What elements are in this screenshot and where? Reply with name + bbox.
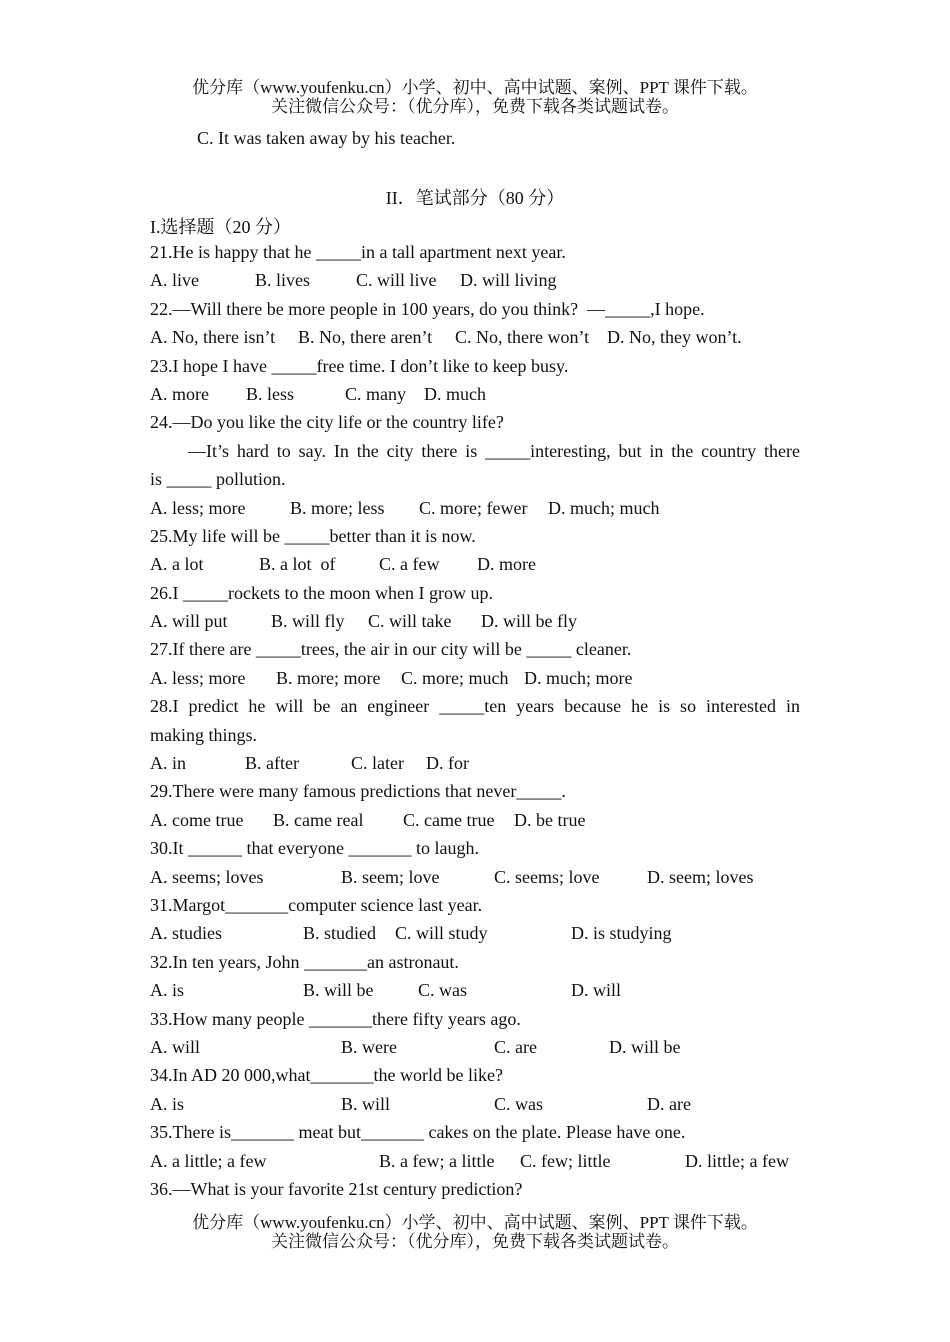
option: B. will be — [303, 980, 374, 1000]
option: A. is — [150, 1094, 185, 1114]
option: C. are — [494, 1037, 537, 1057]
question-24: 24.—Do you like the city life or the country life? — [150, 412, 504, 432]
question-34: 34.In AD 20 000,what_______the world be like? — [150, 1065, 503, 1085]
option: C. more; fewer — [419, 498, 528, 518]
option: A. seems; loves — [150, 867, 264, 887]
question-35: 35.There is_______ meat but_______ cakes on the plate. Please have one. — [150, 1122, 686, 1142]
option: A. will — [150, 1037, 201, 1057]
question-23: 23.I hope I have _____free time. I don’t like to keep busy. — [150, 356, 569, 376]
option: C. a few — [379, 554, 440, 574]
option: C. came true — [403, 810, 495, 830]
question-21: 21.He is happy that he _____in a tall apartment next year. — [150, 242, 566, 262]
header-line-2: 关注微信公众号：（优分库），免费下载各类试题试卷。 — [271, 97, 679, 116]
footer-line-2: 关注微信公众号：（优分库），免费下载各类试题试卷。 — [271, 1232, 679, 1251]
header-line-1: 优分库（www.youfenku.cn）小学、初中、高中试题、案例、PPT 课件下载。 — [192, 78, 758, 97]
question-28-line-2: making things. — [150, 725, 257, 745]
option: D. more — [477, 554, 536, 574]
option: A. is — [150, 980, 185, 1000]
option: A. come true — [150, 810, 244, 830]
option: D. will living — [460, 270, 557, 290]
option: B. more; more — [276, 668, 381, 688]
option: C. later — [351, 753, 404, 773]
option: C. No, there won’t — [455, 327, 590, 347]
option: D. much; much — [548, 498, 660, 518]
option: B. after — [245, 753, 299, 773]
option: B. a few; a little — [379, 1151, 495, 1171]
option: A. a lot — [150, 554, 204, 574]
option: C. will take — [368, 611, 452, 631]
option: D. be true — [514, 810, 586, 830]
option: D. will — [571, 980, 622, 1000]
option: C. will live — [356, 270, 437, 290]
footer-line-1: 优分库（www.youfenku.cn）小学、初中、高中试题、案例、PPT 课件下载。 — [192, 1213, 758, 1232]
option: A. more — [150, 384, 209, 404]
option: B. will fly — [271, 611, 345, 631]
question-33: 33.How many people _______there fifty years ago. — [150, 1009, 521, 1029]
option: B. studied — [303, 923, 377, 943]
question-30: 30.It ______ that everyone _______ to laugh. — [150, 838, 479, 858]
option: B. will — [341, 1094, 391, 1114]
option: B. No, there aren’t — [298, 327, 433, 347]
option: C. was — [494, 1094, 543, 1114]
option: C. many — [345, 384, 406, 404]
option: D. much — [424, 384, 486, 404]
option: B. less — [246, 384, 295, 404]
option: C. more; much — [401, 668, 509, 688]
question-31: 31.Margot_______computer science last year. — [150, 895, 483, 915]
option: A. will put — [150, 611, 228, 631]
option: D. No, they won’t. — [607, 327, 742, 347]
option: B. a lot of — [259, 554, 336, 574]
question-29: 29.There were many famous predictions that never_____. — [150, 781, 566, 801]
option: D. little; a few — [685, 1151, 789, 1171]
part-title: I.选择题（20 分） — [150, 217, 291, 237]
option: A. No, there isn’t — [150, 327, 276, 347]
option: A. studies — [150, 923, 222, 943]
question-25: 25.My life will be _____better than it is now. — [150, 526, 476, 546]
question-26: 26.I _____rockets to the moon when I grow up. — [150, 583, 493, 603]
previous-option: C. It was taken away by his teacher. — [197, 128, 456, 148]
section-title: II．笔试部分（80 分） — [385, 188, 565, 208]
question-27: 27.If there are _____trees, the air in our city will be _____ cleaner. — [150, 639, 632, 659]
option: A. in — [150, 753, 186, 773]
option: C. will study — [395, 923, 488, 943]
option: A. a little; a few — [150, 1151, 267, 1171]
option: D. for — [426, 753, 469, 773]
option: D. much; more — [524, 668, 633, 688]
option: B. lives — [255, 270, 311, 290]
option: A. live — [150, 270, 199, 290]
question-36: 36.—What is your favorite 21st century prediction? — [150, 1179, 523, 1199]
option: C. seems; love — [494, 867, 600, 887]
option: B. came real — [273, 810, 364, 830]
option: D. will be fly — [481, 611, 577, 631]
option: C. few; little — [520, 1151, 611, 1171]
option: B. seem; love — [341, 867, 440, 887]
question-24-line-2: —It’s hard to say. In the city there is _____interesting, but in the country there — [188, 441, 800, 461]
option: D. will be — [609, 1037, 681, 1057]
question-28: 28.I predict he will be an engineer _____ten years because he is so interested in — [150, 696, 800, 716]
question-32: 32.In ten years, John _______an astronaut. — [150, 952, 459, 972]
question-24-line-3: is _____ pollution. — [150, 469, 286, 489]
option: B. were — [341, 1037, 397, 1057]
question-22: 22.—Will there be more people in 100 years, do you think? —_____,I hope. — [150, 299, 705, 319]
option: A. less; more — [150, 498, 246, 518]
option: C. was — [418, 980, 467, 1000]
option: D. seem; loves — [647, 867, 754, 887]
option: A. less; more — [150, 668, 246, 688]
option: D. is studying — [571, 923, 672, 943]
option: D. are — [647, 1094, 691, 1114]
option: B. more; less — [290, 498, 385, 518]
